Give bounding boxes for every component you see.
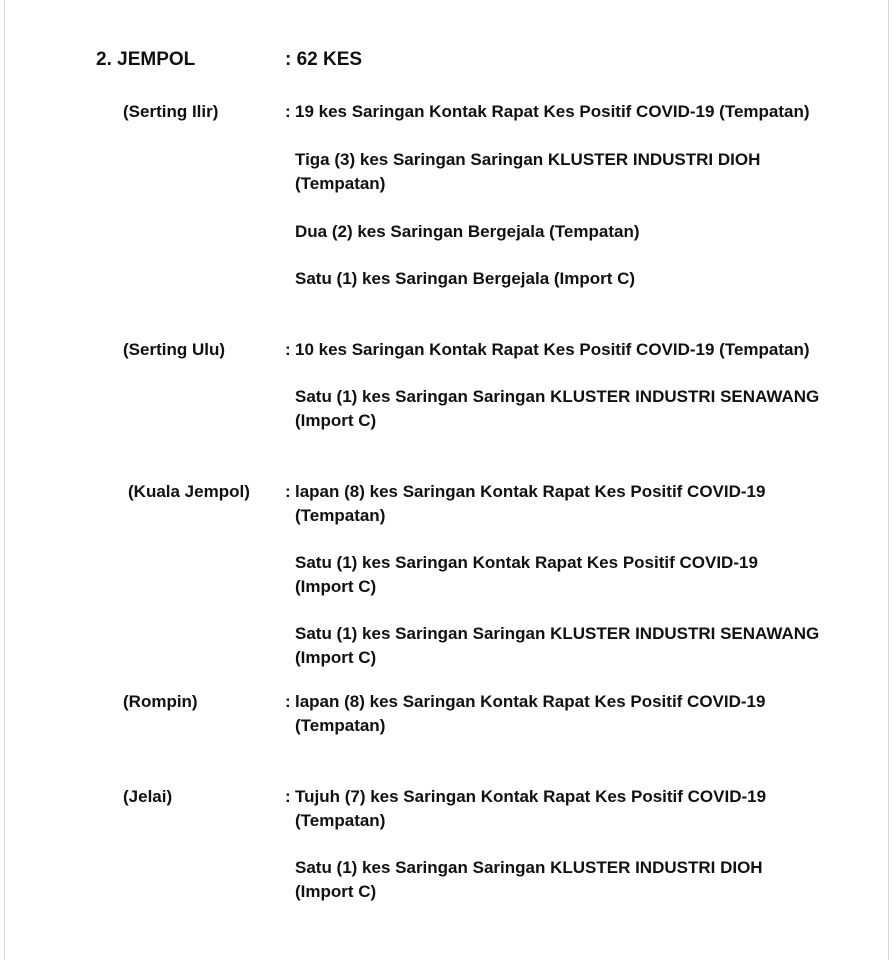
case-line: Tujuh (7) kes Saringan Kontak Rapat Kes Positif COVID-19 (Tempatan): [295, 787, 767, 830]
case-line: Satu (1) kes Saringan Saringan KLUSTER INDUSTRI SENAWANG (Import C): [295, 387, 820, 430]
area-label-kuala-jempol: (Kuala Jempol): [128, 482, 250, 501]
case-line: Satu (1) kes Saringan Bergejala (Import C): [295, 269, 636, 288]
colon: :: [285, 102, 291, 121]
case-line: Satu (1) kes Saringan Saringan KLUSTER INDUSTRI DIOH (Import C): [295, 858, 763, 901]
case-line: Tiga (3) kes Saringan Saringan KLUSTER INDUSTRI DIOH (Tempatan): [295, 150, 761, 193]
case-line: Dua (2) kes Saringan Bergejala (Tempatan): [295, 222, 640, 241]
case-line: Satu (1) kes Saringan Saringan KLUSTER INDUSTRI SENAWANG (Import C): [295, 624, 820, 667]
case-line: Satu (1) kes Saringan Kontak Rapat Kes Positif COVID-19 (Import C): [295, 553, 758, 596]
case-line: lapan (8) kes Saringan Kontak Rapat Kes Positif COVID-19 (Tempatan): [295, 482, 766, 525]
colon: :: [285, 692, 291, 711]
case-line: 19 kes Saringan Kontak Rapat Kes Positif COVID-19 (Tempatan): [295, 102, 810, 121]
case-line: 10 kes Saringan Kontak Rapat Kes Positif COVID-19 (Tempatan): [295, 340, 810, 359]
district-heading: 2. JEMPOL: [96, 49, 196, 70]
case-line: lapan (8) kes Saringan Kontak Rapat Kes Positif COVID-19 (Tempatan): [295, 692, 766, 735]
colon: :: [285, 340, 291, 359]
area-label-jelai: (Jelai): [123, 787, 173, 806]
colon: :: [285, 787, 291, 806]
area-label-serting-ilir: (Serting Ilir): [123, 102, 219, 121]
area-label-serting-ulu: (Serting Ulu): [123, 340, 225, 359]
district-total: : 62 KES: [285, 49, 363, 70]
area-label-rompin: (Rompin): [123, 692, 198, 711]
colon: :: [285, 482, 291, 501]
